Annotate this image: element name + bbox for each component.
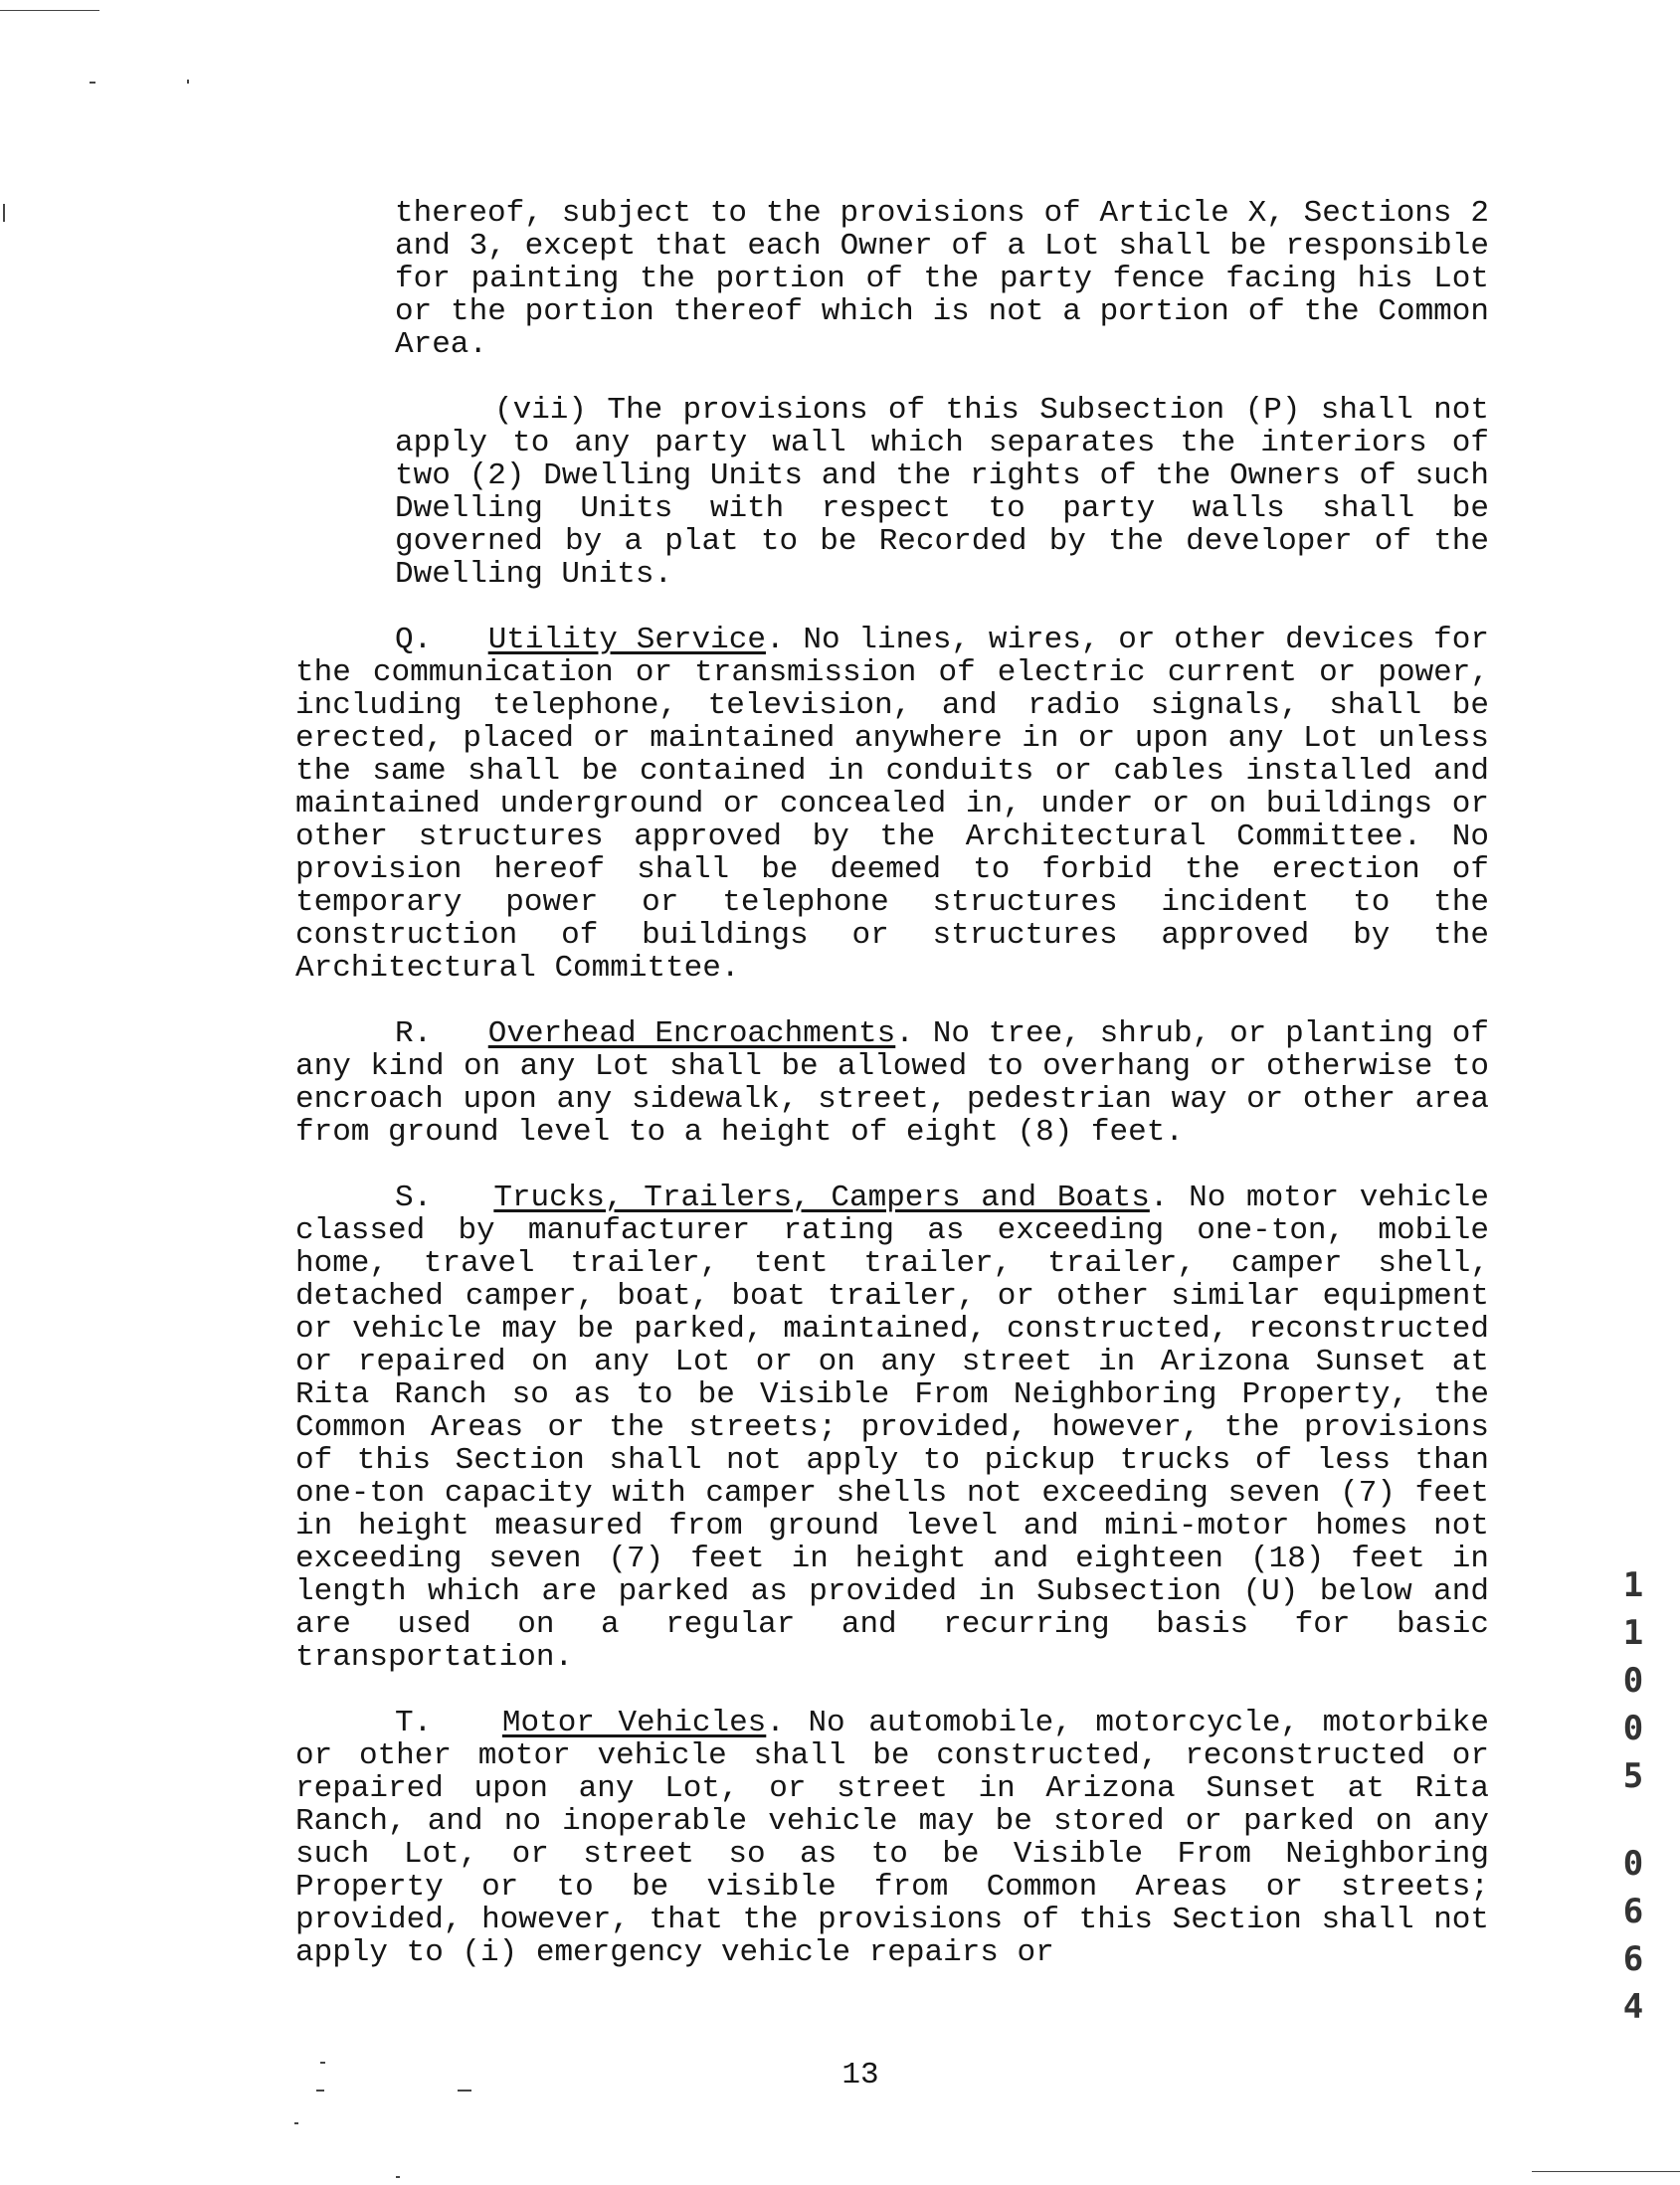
section-q-text: . No lines, wires, or other devices for the communication or transmission of electric current or power, including telephone, television, and radio signals, shall be erected, placed or maintained anywhere in or upon any Lot unless the same shall be contained in conduits or cables installed and maintained underground or concealed in, under or on buildings or other structures approved by the Architectural Committee. No provision hereof shall be deemed to forbid the erection of temporary power or telephone structures incident to the construction of buildings or structures approved by the Architectural Committee. — [295, 623, 1489, 986]
section-t — [295, 1707, 1489, 1969]
section-r — [295, 1017, 1489, 1149]
section-q-heading: Utility Service — [487, 623, 766, 657]
scan-mark — [90, 82, 95, 84]
scan-line-top-left — [0, 10, 99, 11]
document-body — [295, 197, 1489, 1969]
section-q — [295, 624, 1489, 985]
section-r-letter: R. — [395, 1016, 433, 1051]
scan-mark — [320, 2062, 325, 2064]
docket-digit: 0 — [1622, 1844, 1644, 1884]
paragraph-continued: thereof, subject to the provisions of Article X, Sections 2 and 3, except that each Owner of a Lot shall be responsible for painting the portion of the party fence facing his Lot or the portion thereof which is not a portion of the Common Area. — [395, 196, 1489, 362]
docket-digit: 1 — [1622, 1613, 1644, 1653]
scan-mark — [396, 2176, 400, 2178]
docket-digit: 4 — [1622, 1987, 1644, 2027]
page-number: 13 — [841, 2058, 879, 2093]
docket-digit: 6 — [1622, 1892, 1644, 1931]
paragraph-subsection-vii: (vii) The provisions of this Subsection (P) shall not apply to any party wall which separates the interiors of two (2) Dwelling Units and the rights of the Owners of such Dwelling Units with respect to party walls shall be governed by a plat to be Recorded by the developer of the Dwelling Units. — [395, 393, 1489, 592]
scan-mark — [294, 2122, 298, 2124]
docket-digit: 0 — [1622, 1661, 1644, 1701]
section-r-text: . No tree, shrub, or planting of any kind on any Lot shall be allowed to overhang or otherwise to encroach upon any sidewalk, street, pedestrian way or other area from ground level to a height of eight (8) feet. — [295, 1016, 1489, 1150]
section-s-heading: Trucks, Trailers, Campers and Boats — [493, 1181, 1150, 1215]
section-s-text: . No motor vehicle classed by manufacturer rating as exceeding one-ton, mobile home, travel trailer, tent trailer, trailer, camper shell, detached camper, boat, boat trailer, or other similar equipment or vehicle may be parked, maintained, constructed, reconstructed or repaired on any Lot or on any street in Arizona Sunset at Rita Ranch so as to be Visible From Neighboring Property, the Common Areas or the streets; provided, however, the provisions of this Section shall not apply to pickup trucks of less than one-ton capacity with camper shells not exceeding seven (7) feet in height measured from ground level and mini-motor homes not exceeding seven (7) feet in height and eighteen (18) feet in length which are parked as provided in Subsection (U) below and are used on a regular and recurring basis for basic transportation. — [295, 1181, 1489, 1675]
docket-digit: 6 — [1622, 1939, 1644, 1979]
scan-line-bottom-right — [1532, 2171, 1680, 2172]
docket-digit: 5 — [1622, 1756, 1644, 1796]
docket-digit: 1 — [1622, 1565, 1644, 1605]
section-r-heading: Overhead Encroachments — [487, 1016, 896, 1051]
section-t-text: . No automobile, motorcycle, motorbike or other motor vehicle shall be constructed, reconstructed or repaired upon any Lot, or street in Arizona Sunset at Rita Ranch, and no inoperable vehicle may be stored or parked on any such Lot, or street so as to be Visible From Neighboring Property or to be visible from Common Areas or streets; provided, however, that the provisions of this Section shall not apply to (i) emergency vehicle repairs or — [295, 1706, 1490, 1970]
docket-stamp — [1613, 1561, 1653, 2031]
section-t-heading: Motor Vehicles — [501, 1706, 767, 1740]
docket-digit: 0 — [1622, 1709, 1644, 1748]
scan-mark — [3, 204, 5, 222]
section-s — [295, 1182, 1489, 1674]
section-q-letter: Q. — [395, 623, 433, 657]
scan-mark — [316, 2090, 324, 2092]
section-s-letter: S. — [395, 1181, 433, 1215]
docket-gap — [1613, 1800, 1653, 1840]
scan-mark — [187, 80, 189, 84]
scan-mark — [458, 2090, 471, 2092]
section-t-letter: T. — [395, 1706, 433, 1740]
